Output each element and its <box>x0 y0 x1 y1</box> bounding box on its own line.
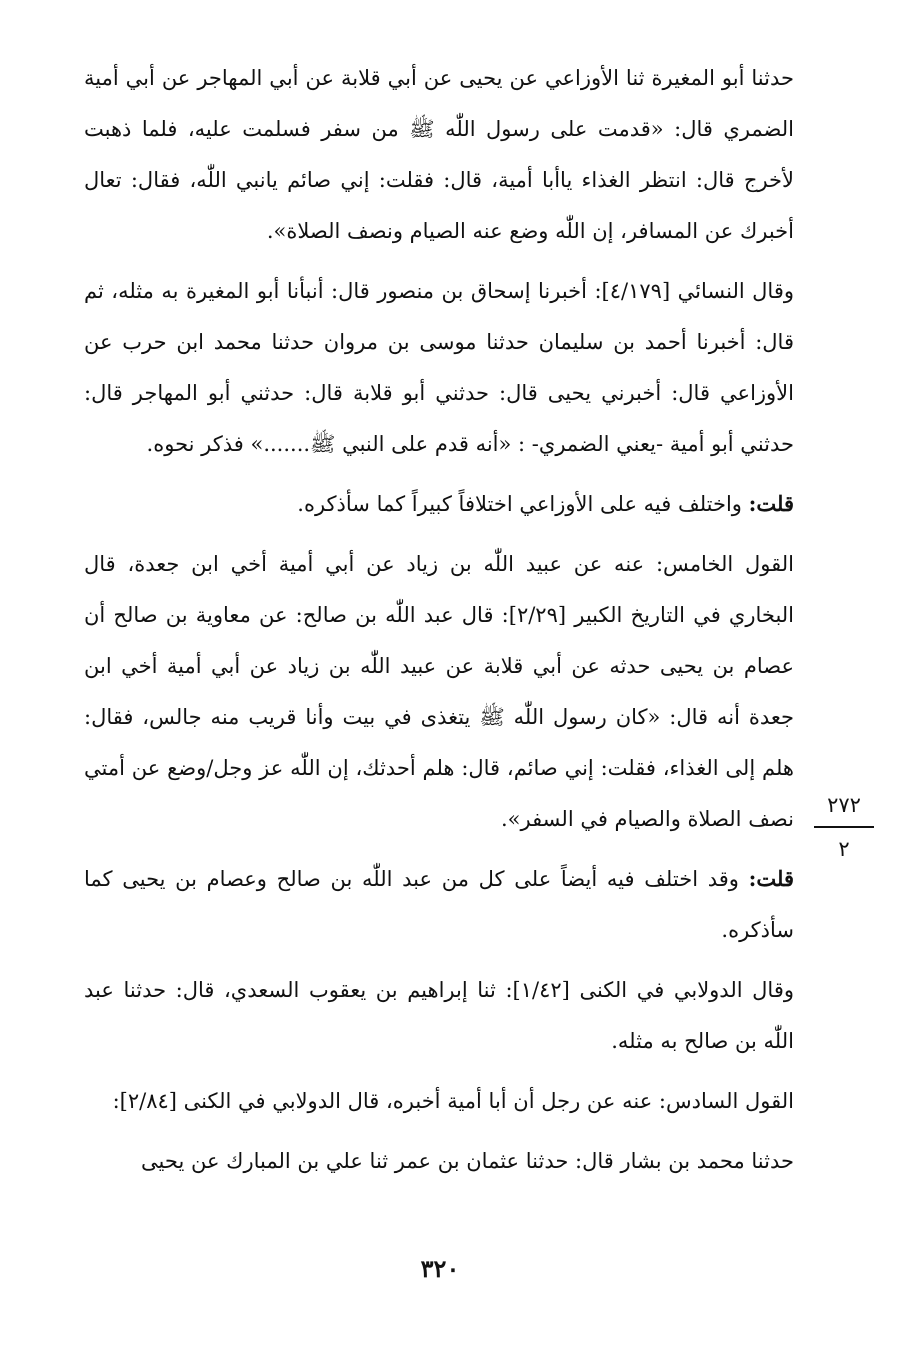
paragraph-4 <box>84 538 794 845</box>
paragraph-7 <box>84 1075 794 1127</box>
paragraph-lead: قلت: <box>748 491 794 516</box>
paragraph-text: القول السادس: عنه عن رجل أن أبا أمية أخبره، قال الدولابي في الكنى [٢/٨٤]: <box>112 1089 794 1113</box>
margin-note-divider <box>814 826 874 828</box>
paragraph-8 <box>84 1135 794 1187</box>
paragraph-text: حدثنا محمد بن بشار قال: حدثنا عثمان بن عمر ثنا علي بن المبارك عن يحيى <box>141 1149 794 1173</box>
margin-note-bottom: ٢ <box>838 837 850 861</box>
paragraph-5 <box>84 853 794 956</box>
paragraph-text: وقال النسائي [٤/١٧٩]: أخبرنا إسحاق بن منصور قال: أنبأنا أبو المغيرة به مثله، ثم قال: أخبرنا أحمد بن سليمان حدثنا موسى بن مروان حدثنا محمد ابن حرب عن الأوزاعي قال: أخبرني يحيى قال: حدثني أبو قلابة قال: حدثني أبو المهاجر قال: حدثني أبو أمية -يعني الضمري- : «أنه قدم على النبي ﷺ.......» فذكر نحوه. <box>84 279 794 456</box>
paragraph-text: واختلف فيه على الأوزاعي اختلافاً كبيراً كما سأذكره. <box>297 492 749 516</box>
paragraph-6 <box>84 964 794 1067</box>
paragraph-3 <box>84 478 794 530</box>
main-text <box>84 52 794 1195</box>
margin-note-top: ٢٧٢ <box>827 793 861 817</box>
paragraph-text: وقال الدولابي في الكنى [١/٤٢]: ثنا إبراهيم بن يعقوب السعدي، قال: حدثنا عبد اللّٰه بن صالح به مثله. <box>84 978 794 1053</box>
paragraph-lead: قلت: <box>748 866 794 891</box>
paragraph-2 <box>84 265 794 470</box>
paragraph-1 <box>84 52 794 257</box>
page-number: ٣٢٠ <box>420 1254 460 1283</box>
paragraph-text: حدثنا أبو المغيرة ثنا الأوزاعي عن يحيى عن أبي قلابة عن أبي المهاجر عن أبي أمية الضمري قال: «قدمت على رسول اللّٰه ﷺ من سفر فسلمت عليه، فلما ذهبت لأخرج قال: انتظر الغذاء ياأبا أمية، قال: فقلت: إني صائم يانبي اللّٰه، فقال: تعال أخبرك عن المسافر، إن اللّٰه وضع عنه الصيام ونصف الصلاة». <box>84 66 794 243</box>
margin-folio-note <box>812 790 876 864</box>
paragraph-text: وقد اختلف فيه أيضاً على كل من عبد اللّٰه بن صالح وعصام بن يحيى كما سأذكره. <box>84 867 794 942</box>
paragraph-text: القول الخامس: عنه عن عبيد اللّٰه بن زياد عن أبي أمية أخي ابن جعدة، قال البخاري في التاريخ الكبير [٢/٢٩]: قال عبد اللّٰه بن صالح: عن معاوية بن صالح أن عصام بن يحيى حدثه عن أبي قلابة عن عبيد اللّٰه بن زياد عن أبي أمية أخي ابن جعدة أنه قال: «كان رسول اللّٰه ﷺ يتغذى في بيت وأنا قريب منه جالس، فقال: هلم إلى الغذاء، فقلت: إني صائم، قال: هلم أحدثك، إن اللّٰه عز وجل/وضع عن أمتي نصف الصلاة والصيام في السفر». <box>84 552 795 831</box>
